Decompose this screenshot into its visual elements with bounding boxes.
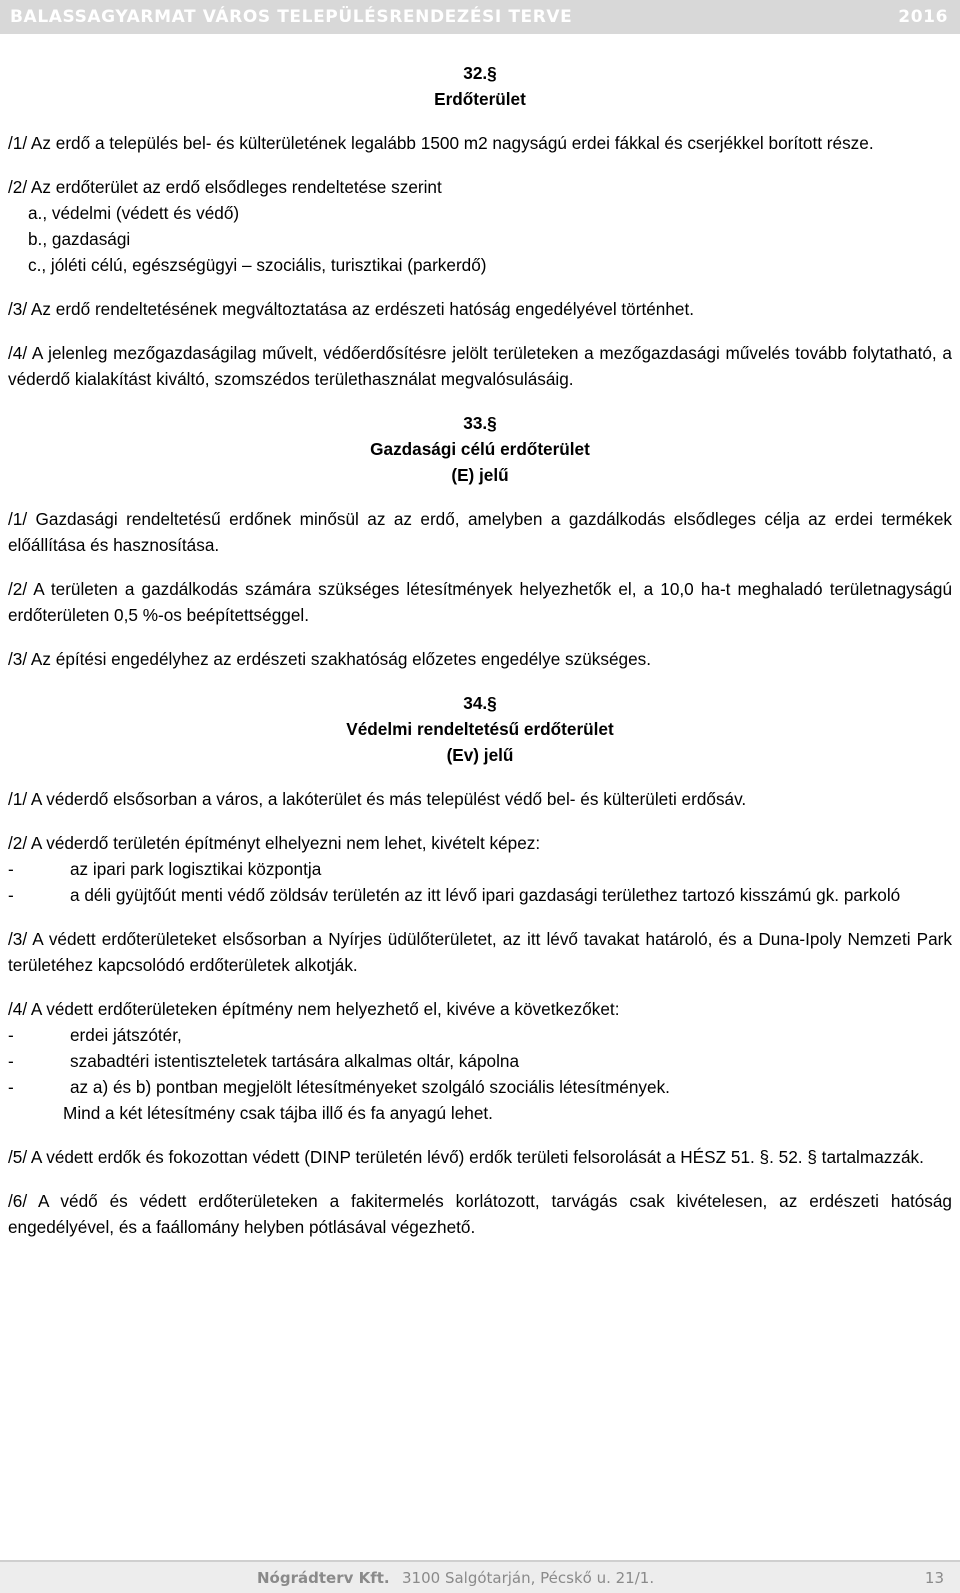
s34-p2-list (8, 856, 952, 908)
s32-item-a: a., védelmi (védett és védő) (28, 203, 240, 223)
footer-company: Nógrádterv Kft. (257, 1569, 390, 1587)
header-year: 2016 (898, 7, 948, 27)
s34-paragraph-4: /4/ A védett erdőterületeken építmény nem helyezhető el, kivéve a következőket: (8, 999, 620, 1019)
list-item: - szabadtéri istentiszteletek tartására alkalmas oltár, kápolna (8, 1051, 520, 1071)
s34-paragraph-3: /3/ A védett erdőterületeket elsősorban a Nyírjes üdülőterületet, az itt lévő tavakat határoló, és a Duna-Ipoly Nemzeti Park területéhez kapcsolódó erdőterületek alkotják. (8, 929, 952, 975)
s32-paragraph-4: /4/ A jelenleg mezőgazdaságilag művelt, védőerdősítésre jelölt területeken a mezőgazdasági művelés tovább folytatható, a véderdő kialakítást kiváltó, szomszédos területhasználat megvalósulásáig. (8, 343, 952, 389)
s34-paragraph-6: /6/ A védő és védett erdőterületeken a fakitermelés korlátozott, tarvágás csak kivételesen, az erdészeti hatóság engedélyével, és a faállomány helyben pótlásával végezhető. (8, 1191, 952, 1237)
page-number: 13 (924, 1569, 944, 1587)
s32-item-b: b., gazdasági (28, 229, 131, 249)
list-item: - az a) és b) pontban megjelölt létesítményeket szolgáló szociális létesítmények. (8, 1077, 670, 1097)
s32-item-c: c., jóléti célú, egészségügyi – szociális, turisztikai (parkerdő) (28, 255, 487, 275)
page-header (0, 0, 960, 34)
footer-address: 3100 Salgótarján, Pécskő u. 21/1. (402, 1569, 655, 1587)
page-footer (0, 1560, 960, 1593)
s33-paragraph-2: /2/ A területen a gazdálkodás számára szükséges létesítmények helyezhetők el, a 10,0 ha-t meghaladó területnagyságú erdőterületen 0,5 %-os beépítettséggel. (8, 579, 952, 625)
s34-paragraph-2: /2/ A véderdő területén építményt elhelyezni nem lehet, kivételt képez: (8, 833, 541, 853)
section-34-title: Védelmi rendeltetésű erdőterület (346, 719, 614, 739)
s34-paragraph-5: /5/ A védett erdők és fokozottan védett (DINP területén lévő) erdők területi felsorolását a HÉSZ 51. §. 52. § tartalmazzák. (8, 1147, 924, 1167)
section-33-number: 33.§ (463, 413, 497, 433)
list-item: - a déli gyüjtőút menti védő zöldsáv területén az itt lévő ipari gazdasági területhez tartozó kisszámú gk. parkoló (8, 885, 901, 905)
list-item: - erdei játszótér, (8, 1025, 182, 1045)
s34-p4-list (8, 1022, 952, 1100)
s34-p4-note: Mind a két létesítmény csak tájba illő és fa anyagú lehet. (63, 1103, 493, 1123)
section-32-title: Erdőterület (434, 89, 526, 109)
section-32-number: 32.§ (463, 63, 497, 83)
s34-paragraph-1: /1/ A véderdő elsősorban a város, a lakóterület és más települést védő bel- és külterületi erdősáv. (8, 789, 747, 809)
list-item: - az ipari park logisztikai központja (8, 859, 322, 879)
s33-paragraph-3: /3/ Az építési engedélyhez az erdészeti szakhatóság előzetes engedélye szükséges. (8, 649, 652, 669)
section-34-number: 34.§ (463, 693, 497, 713)
section-34-subtitle: (Ev) jelű (446, 745, 514, 765)
s32-paragraph-1: /1/ Az erdő a település bel- és külterületének legalább 1500 m2 nagyságú erdei fákkal és cserjékkel borított része. (8, 133, 874, 153)
s33-paragraph-1: /1/ Gazdasági rendeltetésű erdőnek minősül az az erdő, amelyben a gazdálkodás elsődleges célja az erdei termékek előállítása és hasznosítása. (8, 509, 952, 555)
s32-paragraph-3: /3/ Az erdő rendeltetésének megváltoztatása az erdészeti hatóság engedélyével történhet. (8, 299, 695, 319)
s32-paragraph-2: /2/ Az erdőterület az erdő elsődleges rendeltetése szerint (8, 177, 442, 197)
section-33-subtitle: (E) jelű (451, 465, 509, 485)
section-33-title: Gazdasági célú erdőterület (370, 439, 590, 459)
document-body (8, 60, 952, 1240)
header-title: BALASSAGYARMAT VÁROS TELEPÜLÉSRENDEZÉSI TERVE (10, 7, 573, 27)
